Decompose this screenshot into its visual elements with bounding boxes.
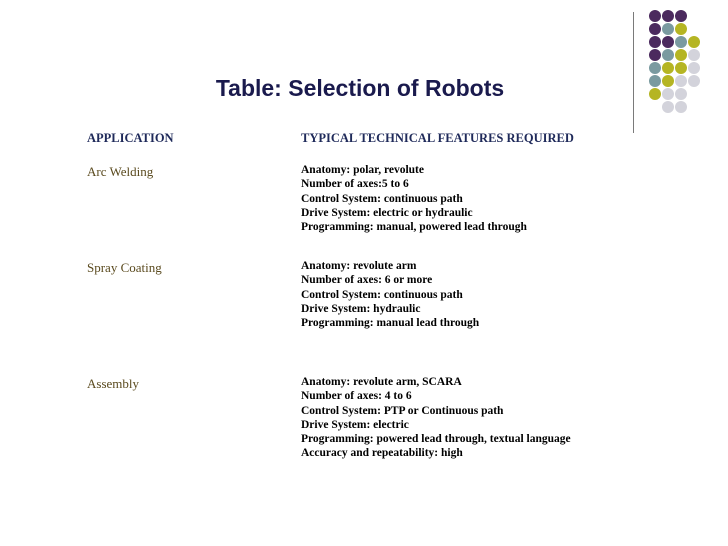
decorative-dot <box>675 62 687 74</box>
feature-line: Control System: continuous path <box>301 288 463 301</box>
decorative-dot <box>688 49 700 61</box>
application-assembly: Assembly <box>87 376 139 391</box>
decorative-dot <box>675 10 687 22</box>
page-title-text: Table: Selection of Robots <box>215 75 505 101</box>
decorative-dot <box>688 36 700 48</box>
decorative-dot <box>662 62 674 74</box>
features-spray-coating <box>301 259 479 330</box>
feature-line: Number of axes:5 to 6 <box>301 178 409 191</box>
feature-line: Control System: continuous path <box>301 192 463 205</box>
decorative-dot <box>649 10 661 22</box>
column-header-features: TYPICAL TECHNICAL FEATURES REQUIRED <box>301 131 574 145</box>
decorative-dot <box>688 62 700 74</box>
feature-line: Number of axes: 6 or more <box>301 274 433 287</box>
decorative-dot <box>662 49 674 61</box>
decorative-dot <box>649 23 661 35</box>
decorative-dot <box>675 101 687 113</box>
decorative-dot <box>662 101 674 113</box>
decorative-dot <box>649 49 661 61</box>
feature-line: Programming: manual lead through <box>301 317 480 330</box>
feature-line: Drive System: hydraulic <box>301 302 421 315</box>
feature-line: Anatomy: revolute arm <box>301 260 417 272</box>
page-title <box>0 75 728 102</box>
decorative-dot <box>662 10 674 22</box>
decorative-dot <box>675 36 687 48</box>
features-assembly <box>301 375 571 461</box>
decorative-divider-line <box>633 12 634 133</box>
decorative-dot <box>649 62 661 74</box>
decorative-dot-grid <box>645 10 725 120</box>
feature-line: Programming: powered lead through, textual language <box>301 433 571 446</box>
feature-line: Drive System: electric or hydraulic <box>301 206 473 219</box>
feature-line: Drive System: electric <box>301 418 409 431</box>
decorative-dot <box>662 36 674 48</box>
decorative-dot <box>675 23 687 35</box>
application-spray-coating: Spray Coating <box>87 260 162 275</box>
feature-line: Control System: PTP or Continuous path <box>301 404 504 417</box>
decorative-dot <box>649 36 661 48</box>
feature-line: Number of axes: 4 to 6 <box>301 390 412 403</box>
application-arc-welding: Arc Welding <box>87 164 154 179</box>
feature-line: Anatomy: revolute arm, SCARA <box>301 376 462 388</box>
decorative-dot <box>675 49 687 61</box>
column-header-application: APPLICATION <box>87 131 174 145</box>
features-arc-welding <box>301 163 527 234</box>
feature-line: Programming: manual, powered lead through <box>301 221 527 234</box>
feature-line: Anatomy: polar, revolute <box>301 164 424 176</box>
decorative-dot <box>662 23 674 35</box>
feature-line: Accuracy and repeatability: high <box>301 447 463 460</box>
